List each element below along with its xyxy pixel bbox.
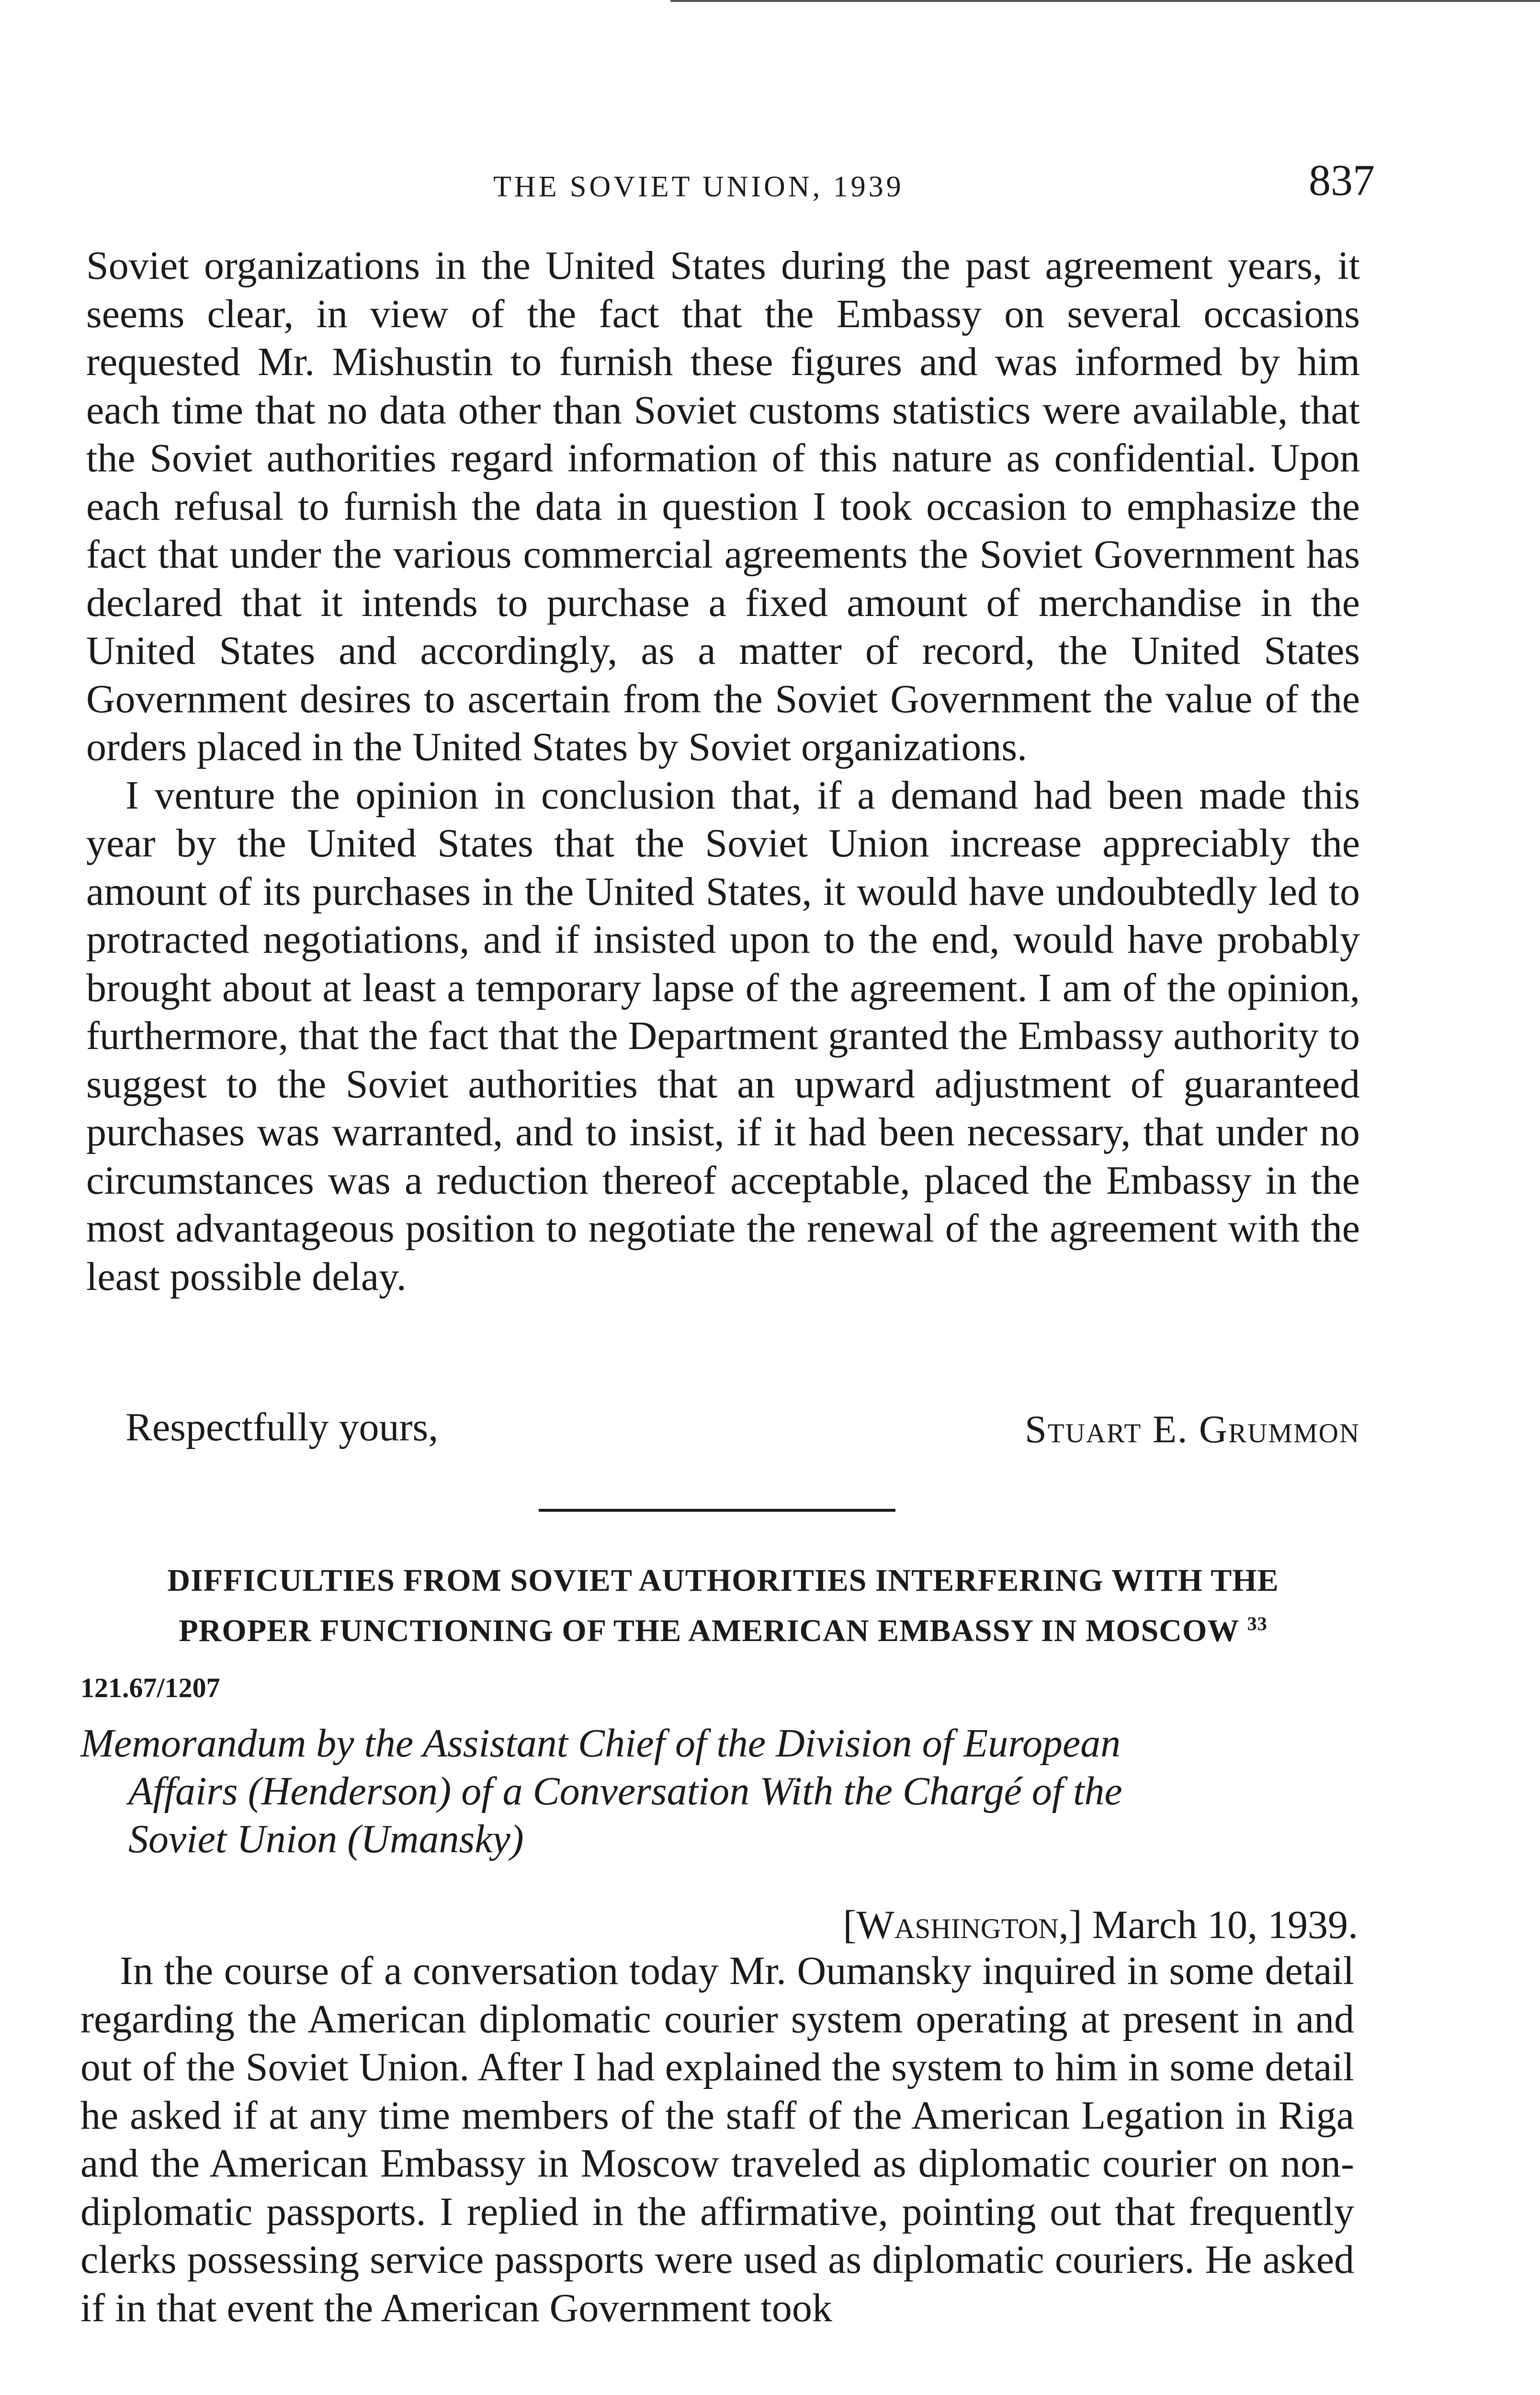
complimentary-close: Respectfully yours,: [125, 1405, 439, 1449]
running-head: [0, 156, 1540, 223]
section-heading: [77, 1559, 1370, 1653]
file-number: 121.67/1207: [80, 1672, 220, 1703]
document-title-line-3: Soviet Union (Umansky): [128, 1817, 524, 1861]
dateline: [843, 1902, 1358, 1948]
page-number: 837: [1309, 156, 1375, 205]
section-divider: [539, 1509, 895, 1512]
running-title: THE SOVIET UNION, 1939: [493, 171, 904, 203]
continuation-text: [86, 242, 1360, 1301]
document-title-line-1: Memorandum by the Assistant Chief of the Division of European: [80, 1721, 1121, 1766]
memorandum-body: [80, 1947, 1354, 2332]
top-rule: [670, 0, 1540, 2]
paragraph-continued: Soviet organizations in the United States during the past agreement years, it seems clear, in view of the fact that the Embassy on several occasions requested Mr. Mishustin to furnish these figures and was informed by him each time that no data other than Soviet customs statistics were available, that the Soviet authorities regard information of this nature as confidential. Upon each refusal to furnish the data in question I took occasion to emphasize the fact that under the various commercial agreements the Soviet Government has declared that it intends to purchase a fixed amount of merchandise in the United States and accordingly, as a matter of record, the United States Government desires to ascertain from the Soviet Government the value of the orders placed in the United States by Soviet organizations.: [86, 243, 1360, 769]
dateline-place: [Washington,]: [843, 1903, 1082, 1947]
dateline-date: March 10, 1939.: [1092, 1903, 1358, 1947]
paragraph-conclusion: I venture the opinion in conclusion that, if a demand had been made this year by the United States that the Soviet Union increase appreciably the amount of its purchases in the United States, it would have undoubtedly led to protracted negotiations, and if insisted upon to the end, would have probably brought about at least a temporary lapse of the agreement. I am of the opinion, furthermore, that the fact that the Department granted the Embassy authority to suggest to the Soviet authorities that an upward adjustment of guaranteed purchases was warranted, and to insist, if it had been necessary, that under no circumstances was a reduction thereof acceptable, placed the Embassy in the most advantageous position to negotiate the renewal of the agreement with the least possible delay.: [86, 773, 1360, 1299]
signature: Stuart E. Grummon: [1025, 1407, 1360, 1451]
footnote-reference: 33: [1247, 1613, 1268, 1634]
memorandum-paragraph: In the course of a conversation today Mr. Oumansky inquired in some detail regarding the American diplomatic courier system operating at present in and out of the Soviet Union. After I had explained the system to him in some detail he asked if at any time members of the staff of the American Legation in Riga and the American Embassy in Moscow traveled as diplomatic courier on non-diplomatic passports. I replied in the affirmative, pointing out that frequently clerks possessing service passports were used as diplomatic couriers. He asked if in that event the American Government took: [80, 1949, 1354, 2330]
document-title: [80, 1720, 1354, 1863]
section-heading-line-1: DIFFICULTIES FROM SOVIET AUTHORITIES INTERFERING WITH THE: [167, 1563, 1279, 1598]
letter-closing: [125, 1403, 1360, 1451]
document-title-line-2: Affairs (Henderson) of a Conversation With the Chargé of the: [128, 1769, 1122, 1813]
section-heading-line-2: PROPER FUNCTIONING OF THE AMERICAN EMBASSY IN MOSCOW: [179, 1613, 1239, 1648]
